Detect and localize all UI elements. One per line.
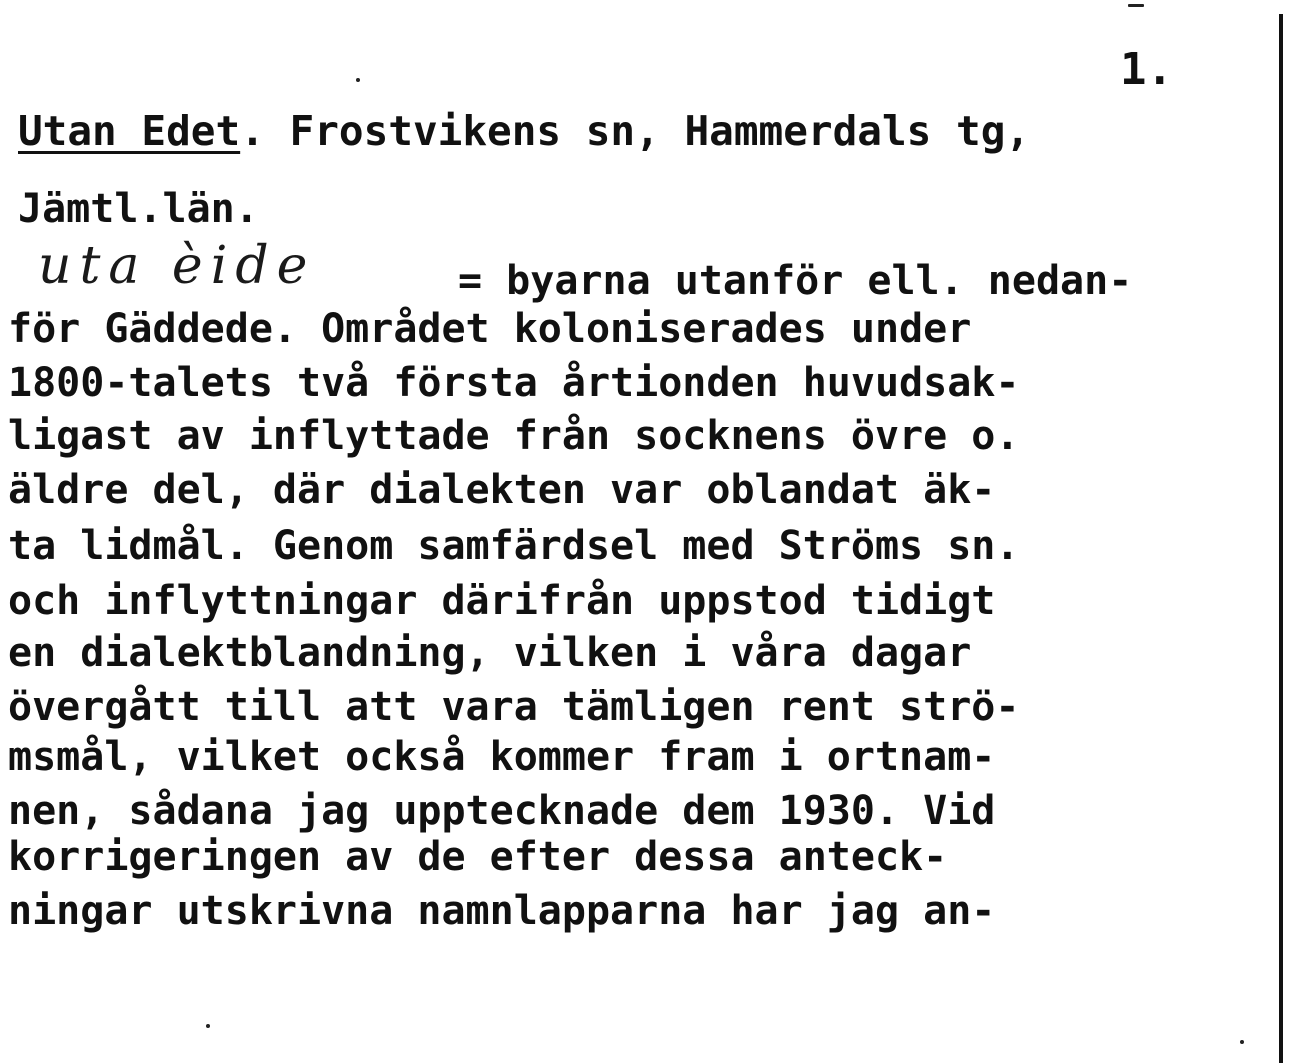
body-line: korrigeringen av de efter dessa anteck- [8, 834, 948, 880]
body-line: övergått till att vara tämligen rent strö- [8, 684, 1020, 730]
scan-speck [356, 78, 360, 82]
first-line-continuation: = byarna utanför ell. nedan- [458, 258, 1133, 304]
body-line: ligast av inflyttade från socknens övre o. [8, 413, 1020, 459]
body-line: msmål, vilket också kommer fram i ortnam- [8, 734, 996, 780]
body-line: en dialektblandning, vilken i våra dagar [8, 630, 972, 676]
body-line: och inflyttningar därifrån uppstod tidigt [8, 578, 996, 624]
heading-county: Jämtl.län. [18, 186, 259, 232]
body-line: ningar utskrivna namnlapparna har jag an- [8, 888, 996, 934]
body-line: nen, sådana jag upptecknade dem 1930. Vid [8, 788, 996, 834]
body-line: 1800-talets två första årtionden huvudsak- [8, 360, 1020, 406]
scan-speck [1128, 4, 1144, 7]
handwritten-dialect-term: uta èide [38, 236, 316, 296]
heading-line [18, 107, 1030, 155]
right-edge-line [1279, 14, 1283, 1063]
body-line: för Gäddede. Området koloniserades under [8, 306, 972, 352]
heading-rest: . Frostvikens sn, Hammerdals tg, [240, 107, 1031, 155]
body-line: äldre del, där dialekten var oblandat äk- [8, 467, 996, 513]
body-line: ta lidmål. Genom samfärdsel med Ströms sn. [8, 523, 1020, 569]
heading-place-name: Utan Edet [18, 107, 241, 155]
scan-speck [1240, 1040, 1244, 1044]
scan-speck [206, 1024, 210, 1028]
page-number: 1. [1120, 44, 1173, 95]
